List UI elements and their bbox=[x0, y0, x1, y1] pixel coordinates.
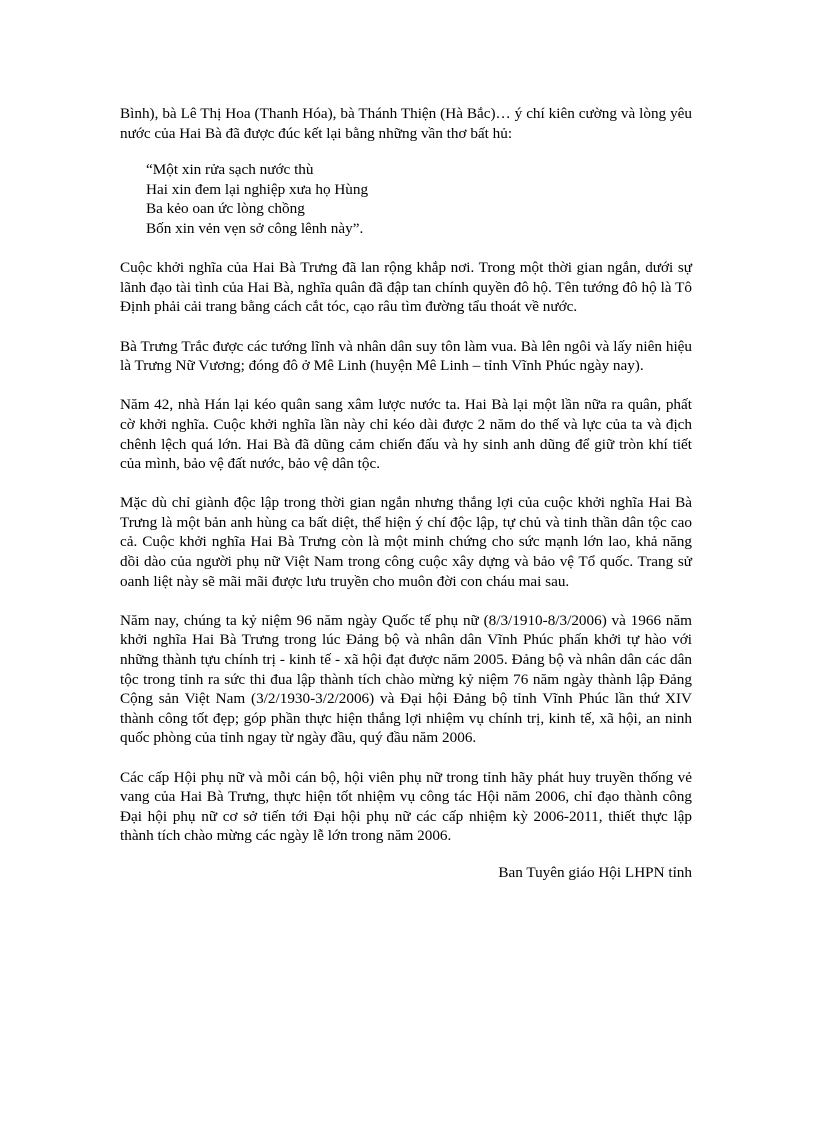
paragraph-uprising-spread: Cuộc khởi nghĩa của Hai Bà Trưng đã lan rộng khắp nơi. Trong một thời gian ngắn, dưới sự lãnh đạo tài tình của Hai Bà, nghĩa quân đã đập tan chính quyền đô hộ. Tên tướng đô hộ là Tô Định phải cải trang bằng cách cắt tóc, cạo râu tìm đường tẩu thoát về nước. bbox=[120, 259, 692, 316]
poem-block bbox=[146, 160, 692, 238]
signature: Ban Tuyên giáo Hội LHPN tỉnh bbox=[498, 863, 692, 881]
poem-line-4: Bốn xin vẻn vẹn sở công lênh này”. bbox=[146, 219, 364, 237]
document-page bbox=[120, 104, 692, 883]
paragraph-call-to-action: Các cấp Hội phụ nữ và mỗi cán bộ, hội viên phụ nữ trong tỉnh hãy phát huy truyền thống vẻ vang của Hai Bà Trưng, thực hiện tốt nhiệm vụ công tác Hội năm 2006, chỉ đạo thành công Đại hội phụ nữ cơ sở tiến tới Đại hội phụ nữ các cấp nhiệm kỳ 2006-2011, thiết thực lập thành tích chào mừng các ngày lễ lớn trong năm 2006. bbox=[120, 768, 692, 845]
paragraph-queen-crowned: Bà Trưng Trắc được các tướng lĩnh và nhân dân suy tôn làm vua. Bà lên ngôi và lấy niên hiệu là Trưng Nữ Vương; đóng đô ở Mê Linh (huyện Mê Linh – tỉnh Vĩnh Phúc ngày nay). bbox=[120, 337, 692, 375]
paragraph-anniversary: Năm nay, chúng ta kỷ niệm 96 năm ngày Quốc tế phụ nữ (8/3/1910-8/3/2006) và 1966 năm khởi nghĩa Hai Bà Trưng trong lúc Đảng bộ và nhân dân Vĩnh Phúc phấn khởi tự hào với những thành tựu chính trị - kinh tế - xã hội đạt được năm 2005. Đảng bộ và nhân dân các dân tộc trong tỉnh ra sức thi đua lập thành tích chào mừng kỷ niệm 76 năm ngày thành lập Đảng Cộng sản Việt Nam (3/2/1930-3/2/2006) và Đại hội Đảng bộ tỉnh Vĩnh Phúc lần thứ XIV thành công tốt đẹp; góp phần thực hiện thắng lợi nhiệm vụ chính trị, kinh tế, xã hội, an ninh quốc phòng của tỉnh ngay từ ngày đầu, quý đầu năm 2006. bbox=[120, 611, 692, 747]
paragraph-legacy: Mặc dù chỉ giành độc lập trong thời gian ngắn nhưng thắng lợi của cuộc khởi nghĩa Hai Bà Trưng là một bản anh hùng ca bất diệt, thể hiện ý chí độc lập, tự chủ và tinh thần dân tộc cao cả. Cuộc khởi nghĩa Hai Bà Trưng còn là một minh chứng cho sức mạnh lớn lao, khả năng dồi dào của người phụ nữ Việt Nam trong công cuộc xây dựng và bảo vệ Tổ quốc. Trang sử oanh liệt này sẽ mãi mãi được lưu truyền cho muôn đời con cháu mai sau. bbox=[120, 494, 692, 590]
poem-line-3: Ba kẻo oan ức lòng chồng bbox=[146, 200, 305, 218]
paragraph-year-42: Năm 42, nhà Hán lại kéo quân sang xâm lược nước ta. Hai Bà lại một lần nữa ra quân, phất cờ khởi nghĩa. Cuộc khởi nghĩa lần này chỉ kéo dài được 2 năm do thế và lực của ta và địch chênh lệch quá lớn. Hai Bà đã dũng cảm chiến đấu và hy sinh anh dũng để giữ tròn khí tiết của mình, bảo vệ đất nước, bảo vệ dân tộc. bbox=[120, 396, 692, 473]
poem-line-2: Hai xin đem lại nghiệp xưa họ Hùng bbox=[146, 180, 369, 198]
paragraph-intro: Bình), bà Lê Thị Hoa (Thanh Hóa), bà Thánh Thiện (Hà Bắc)… ý chí kiên cường và lòng yêu nước của Hai Bà đã được đúc kết lại bằng những vần thơ bất hủ: bbox=[120, 105, 692, 142]
poem-line-1: “Một xin rửa sạch nước thù bbox=[146, 161, 314, 179]
